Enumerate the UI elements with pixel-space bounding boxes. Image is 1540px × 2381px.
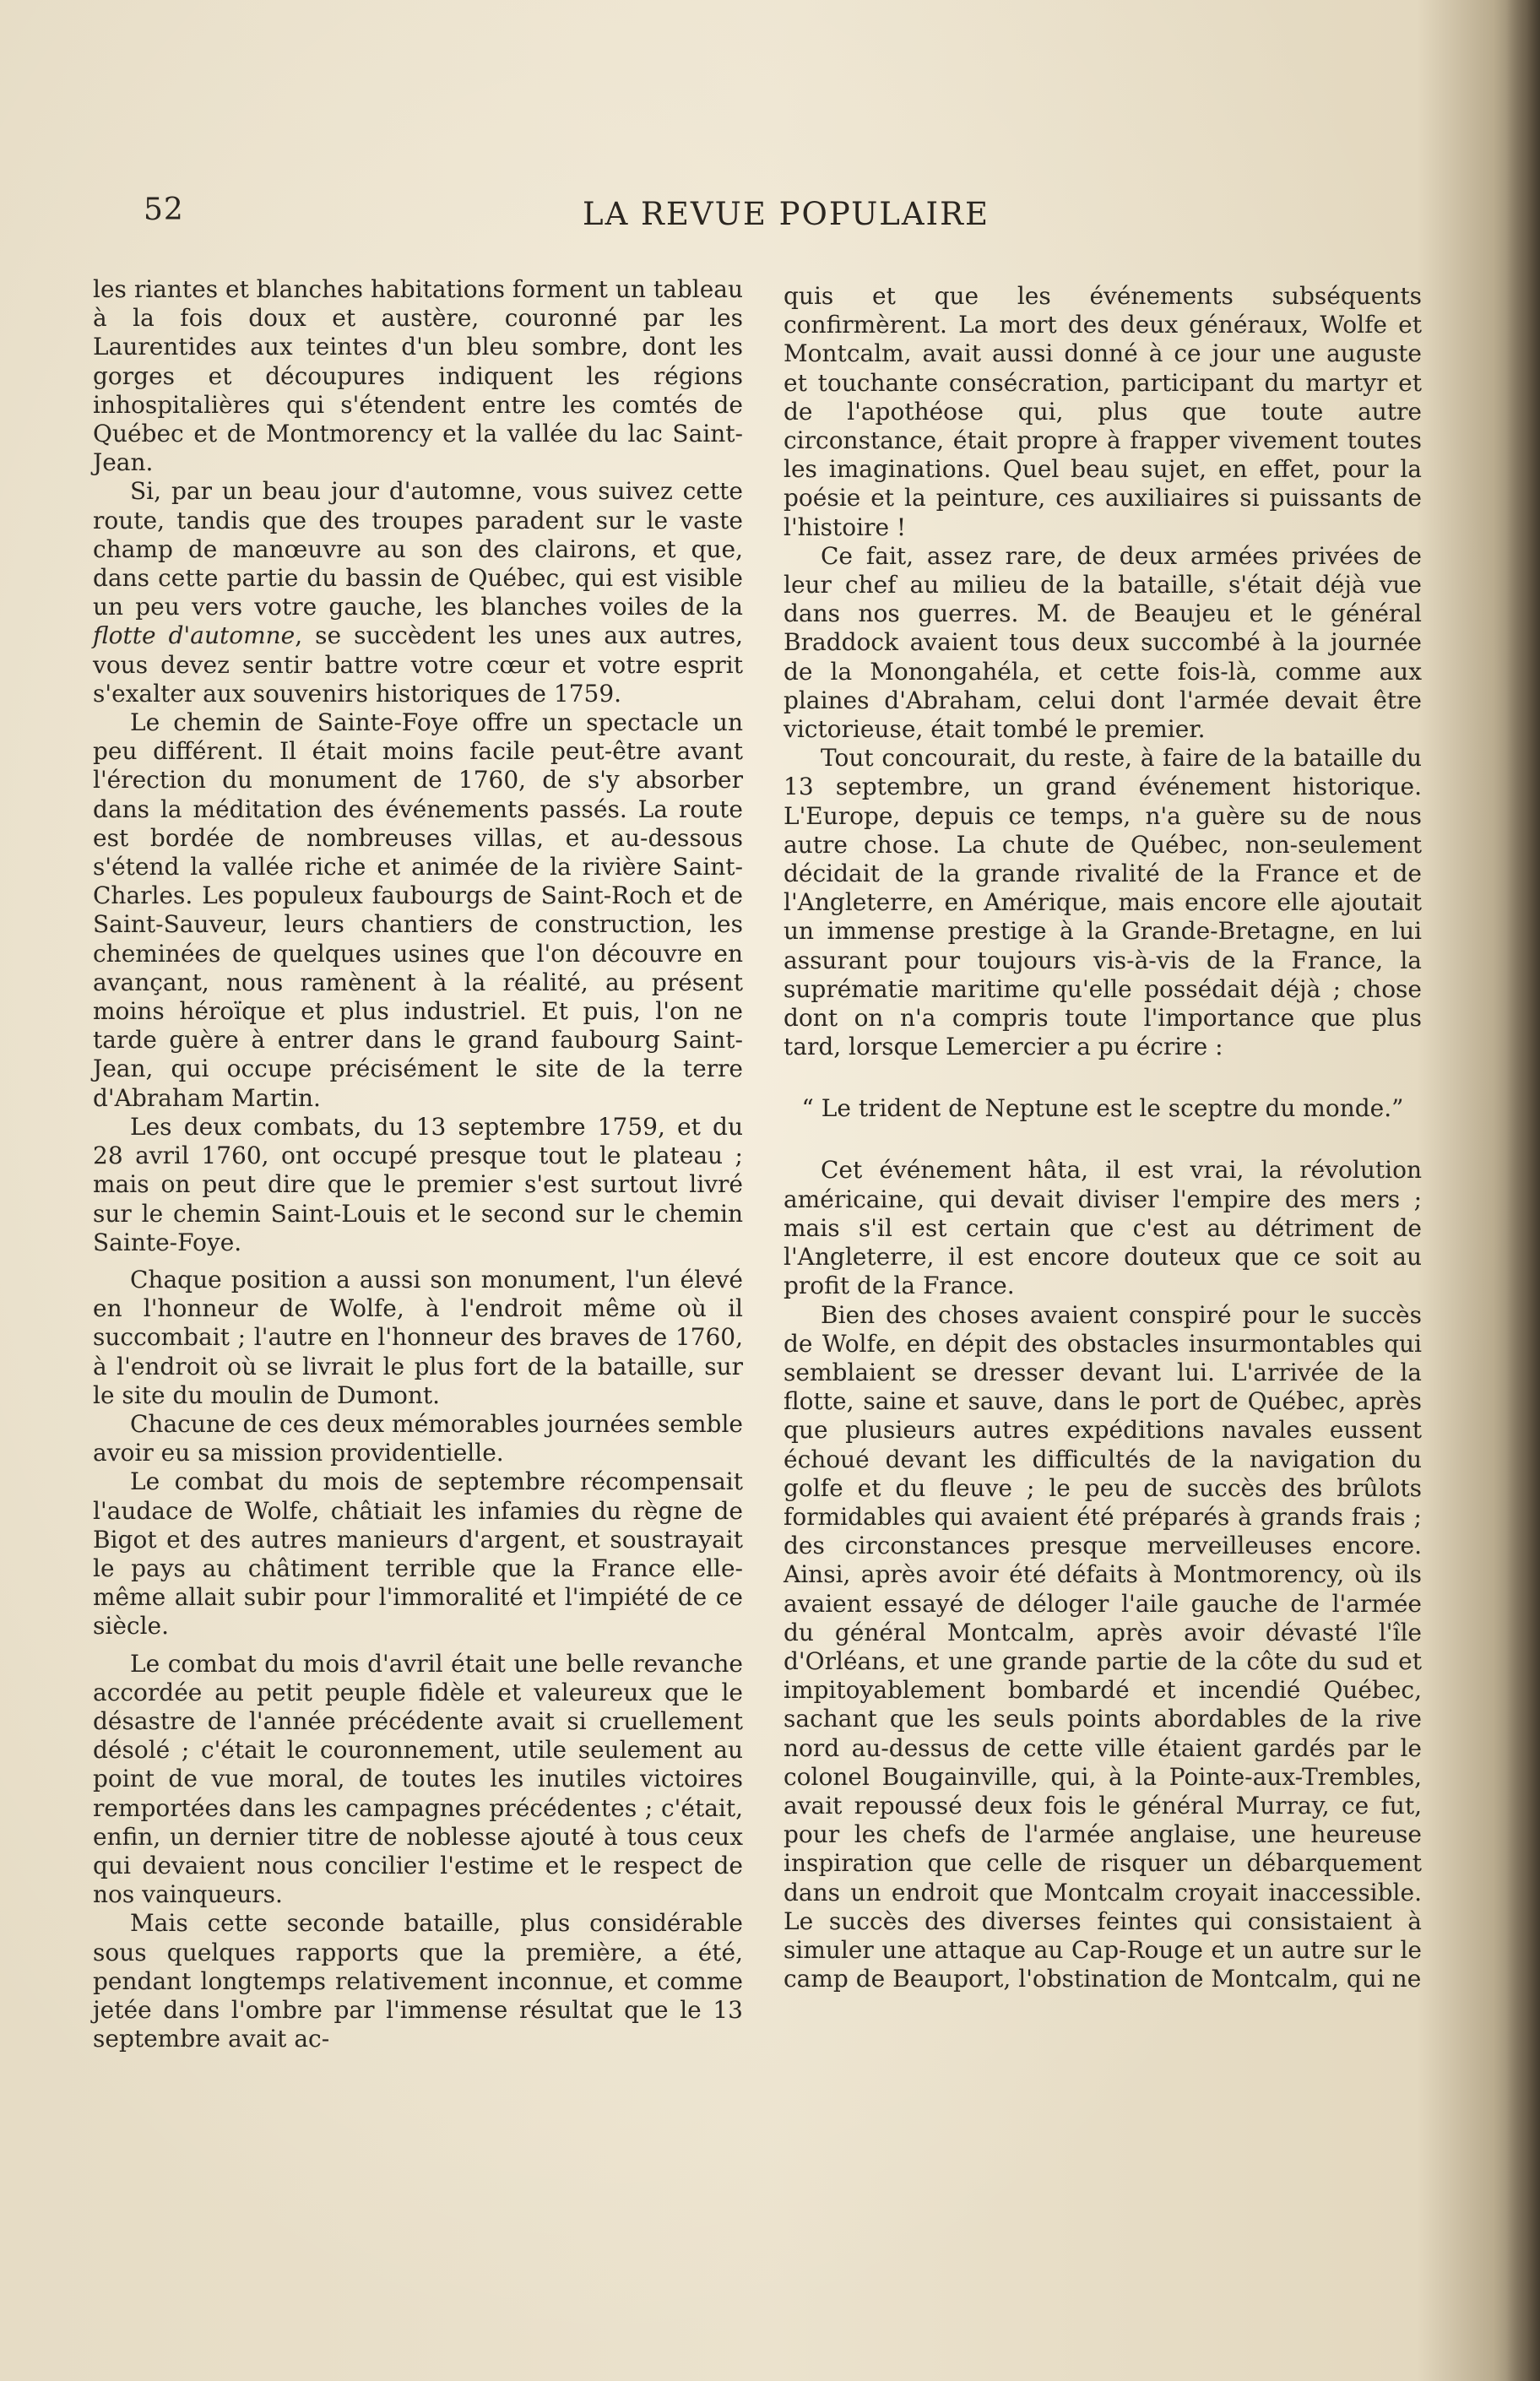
- right-column: [784, 282, 1422, 1993]
- paragraph: Le combat du mois de septembre récompensait l'audace de Wolfe, châtiait les infamies du règne de Bigot et des autres manieurs d'argent, et soustrayait le pays au châtiment terrible que la France elle-même allait subir pour l'immoralité et l'impiété de ce siècle.: [93, 1467, 743, 1641]
- paragraph: Bien des choses avaient conspiré pour le succès de Wolfe, en dépit des obstacles insurmontables qui semblaient se dresser devant lui. L'arrivée de la flotte, saine et sauve, dans le port de Québec, après que plusieurs autres expéditions navales eussent échoué devant les difficultés de la navigation du golfe et du fleuve ; le peu de succès des brûlots formidables qui avaient été préparés à grands frais ; des circonstances presque merveilleuses encore. Ainsi, après avoir été défaits à Montmorency, où ils avaient essayé de déloger l'aile gauche de l'armée du général Montcalm, après avoir dévasté l'île d'Orléans, et une grande partie de la côte du sud et impitoyablement bombardé et incendié Québec, sachant que les seuls points abordables de la rive nord au-dessus de cette ville étaient gardés par le colonel Bougainville, qui, à la Pointe-aux-Trembles, avait repoussé deux fois le général Murray, ce fut, pour les chefs de l'armée anglaise, une heureuse inspiration que celle de risquer un débarquement dans un endroit que Montcalm croyait inaccessible. Le succès des diverses feintes qui consistaient à simuler une attaque au Cap-Rouge et un autre sur le camp de Beauport, l'obstination de Montcalm, qui ne: [784, 1300, 1422, 1993]
- binding-shadow: [1506, 0, 1540, 2381]
- paragraph: Le combat du mois d'avril était une belle revanche accordée au petit peuple fidèle et valeureux que le désastre de l'année précédente avait si cruellement désolé ; c'était le couronnement, utile seulement au point de vue moral, de toutes les inutiles victoires remportées dans les campagnes précédentes ; c'était, enfin, un dernier titre de noblesse ajouté à tous ceux qui devaient nous concilier l'estime et le respect de nos vainqueurs.: [93, 1649, 743, 1909]
- paragraph: quis et que les événements subséquents confirmèrent. La mort des deux généraux, Wolfe et Montcalm, avait aussi donné à ce jour une auguste et touchante consécration, participant du martyr et de l'apothéose qui, plus que toute autre circonstance, était propre à frapper vivement toutes les imaginations. Quel beau sujet, en effet, pour la poésie et la peinture, ces auxiliaires si puissants de l'histoire !: [784, 282, 1422, 541]
- paragraph: Ce fait, assez rare, de deux armées privées de leur chef au milieu de la bataille, s'était déjà vue dans nos guerres. M. de Beaujeu et le général Braddock avaient tous deux succombé à la journée de la Monongahéla, et cette fois-là, comme aux plaines d'Abraham, celui dont l'armée devait être victorieuse, était tombé le premier.: [784, 541, 1422, 744]
- paragraph: Chaque position a aussi son monument, l'un élevé en l'honneur de Wolfe, à l'endroit même où il succombait ; l'autre en l'honneur des braves de 1760, à l'endroit où se livrait le plus fort de la bataille, sur le site du moulin de Dumont.: [93, 1265, 743, 1409]
- paragraph: [93, 477, 743, 708]
- paragraph-text: , se succèdent les unes aux autres, vous devez sentir battre votre cœur et votre esprit s'exalter aux souvenirs historiques de 1759.: [93, 621, 743, 708]
- paragraph: Les deux combats, du 13 septembre 1759, et du 28 avril 1760, ont occupé presque tout le plateau ; mais on peut dire que le premier s'est surtout livré sur le chemin Saint-Louis et le second sur le chemin Sainte-Foye.: [93, 1112, 743, 1256]
- paragraph: les riantes et blanches habitations forment un tableau à la fois doux et austère, couronné par les Laurentides aux teintes d'un bleu sombre, dont les gorges et découpures indiquent les régions inhospitalières qui s'étendent entre les comtés de Québec et de Montmorency et la vallée du lac Saint-Jean.: [93, 275, 743, 477]
- paragraph: Tout concourait, du reste, à faire de la bataille du 13 septembre, un grand événement historique. L'Europe, depuis ce temps, n'a guère su de nous autre chose. La chute de Québec, non-seulement décidait de la grande rivalité de la France et de l'Angleterre, en Amérique, mais encore elle ajoutait un immense prestige à la Grande-Bretagne, en lui assurant pour toujours vis-à-vis de la France, la suprématie maritime qu'elle possédait déjà ; chose dont on n'a compris toute l'importance que plus tard, lorsque Lemercier a pu écrire :: [784, 744, 1422, 1061]
- running-title: LA REVUE POPULAIRE: [583, 196, 990, 232]
- paragraph: Mais cette seconde bataille, plus considérable sous quelques rapports que la première, a été, pendant longtemps relativement inconnue, et comme jetée dans l'ombre par l'immense résultat que le 13 septembre avait ac-: [93, 1909, 743, 2053]
- italic-phrase: flotte d'automne: [93, 621, 296, 650]
- paragraph: Cet événement hâta, il est vrai, la révolution américaine, qui devait diviser l'empire des mers ; mais s'il est certain que c'est au détriment de l'Angleterre, il est encore douteux que ce soit au profit de la France.: [784, 1156, 1422, 1300]
- page-number: 52: [144, 193, 184, 227]
- left-column: [93, 275, 743, 2053]
- paragraph: Chacune de ces deux mémorables journées semble avoir eu sa mission providentielle.: [93, 1409, 743, 1467]
- paragraph: Le chemin de Sainte-Foye offre un spectacle un peu différent. Il était moins facile peut-être avant l'érection du monument de 1760, de s'y absorber dans la méditation des événements passés. La route est bordée de nombreuses villas, et au-dessous s'étend la vallée riche et animée de la rivière Saint-Charles. Les populeux faubourgs de Saint-Roch et de Saint-Sauveur, leurs chantiers de construction, les cheminées de quelques usines que l'on découvre en avançant, nous ramènent à la réalité, au présent moins héroïque et plus industriel. Et puis, l'on ne tarde guère à entrer dans le grand faubourg Saint-Jean, qui occupe précisément le site de la terre d'Abraham Martin.: [93, 708, 743, 1112]
- block-quote: “ Le trident de Neptune est le sceptre du monde.”: [801, 1094, 1404, 1123]
- paragraph-text: Si, par un beau jour d'automne, vous suivez cette route, tandis que des troupes paradent sur le vaste champ de manœuvre au son des clairons, et que, dans cette partie du bassin de Québec, qui est visible un peu vers votre gauche, les blanches voiles de la: [93, 477, 743, 621]
